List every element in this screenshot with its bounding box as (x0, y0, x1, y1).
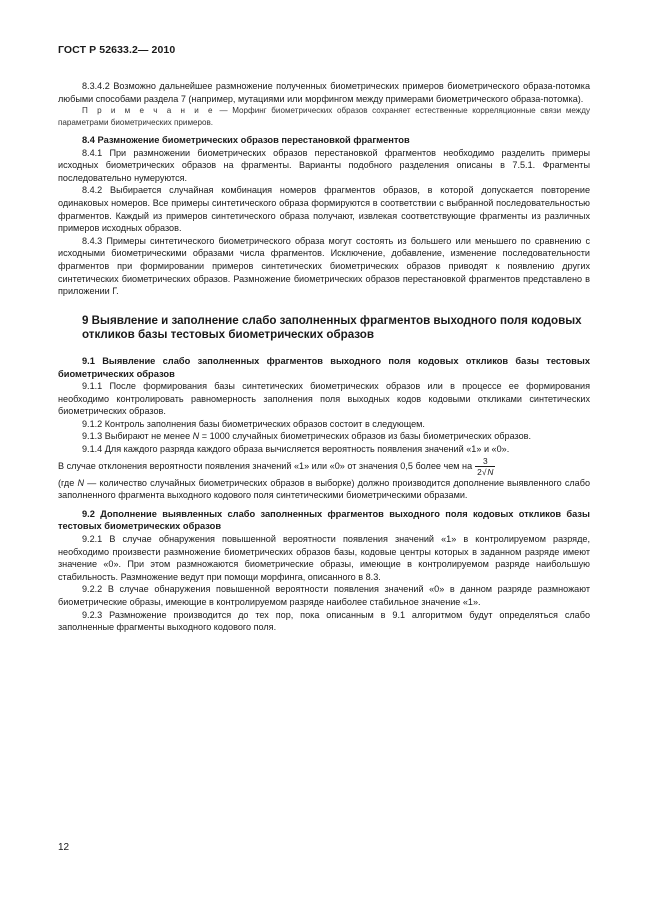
paragraph-9-1-3 (58, 430, 590, 443)
explain-open: (где (58, 477, 78, 488)
paragraph-8-4-2: 8.4.2 Выбирается случайная комбинация номеров фрагментов образов, в которой допускается повторение одинаковых номеров. Все примеры синтетического образа формируются в соответствии с выбранной последовательностью фрагментов. Каждый из примеров синтетического образа получают, извлекая соответствующие фрагменты из различных примеров исходных образов. (58, 185, 590, 234)
note-label: П р и м е ч а н и е (82, 106, 215, 116)
fraction-denominator (475, 467, 495, 477)
explain-rest: — количество случайных биометрических образов в выборке) должно производится дополнение выявленного слабо заполненного фрагмента выходного кодового поля синтетическими биометрическими образами. (58, 477, 590, 501)
standard-header: ГОСТ Р 52633.2— 2010 (58, 44, 176, 56)
paragraph-9-2-3: 9.2.3 Размножение производится до тех пор, пока описанным в 9.1 алгоритмом будут определяться слабо заполненные фрагменты выходного кодового поля. (58, 609, 590, 633)
heading-section-9: 9 Выявление и заполнение слабо заполненных фрагментов выходного поля кодовых откликов базы тестовых биометрических образов (82, 313, 582, 342)
fraction-numerator: 3 (475, 456, 495, 467)
deviation-formula-line (58, 456, 590, 477)
paragraph-explain-n (58, 477, 590, 502)
deviation-text: В случае отклонения вероятности появления значений «1» или «0» от значения 0,5 более чем на (58, 460, 473, 471)
heading-8-4: 8.4 Размножение биометрических образов перестановкой фрагментов (82, 135, 410, 145)
note-text: — Морфинг биометрических образов сохраняет естественные корреляционные связи между параметрами биометрических примеров. (58, 106, 590, 127)
text-9-1-3-before: 9.1.3 Выбирают не менее (82, 431, 193, 442)
fraction-formula (475, 456, 495, 477)
paragraph-8-3-4-2: 8.3.4.2 Возможно дальнейшее размножение полученных биометрических примеров биометрического образа-потомка любыми способами раздела 7 (например, мутациями или морфингом между примерами биометрического образа-потомка). (58, 81, 590, 104)
variable-n-explain: N (77, 477, 85, 488)
paragraph-9-2-1: 9.2.1 В случае обнаружения повышенной вероятности появления значений «1» в контролируемом разряде, необходимо произвести размножение биометрических образов базы, кодовые центры которых в заданном разряде имеют значение «0». При этом размножаются биометрические образы, имеющие в контролируемом разряде наибольшую стабильность. Размножение ведут при помощи морфинга, описанного в 8.3. (58, 534, 590, 582)
paragraph-8-4-1: 8.4.1 При размножении биометрических образов перестановкой фрагментов необходимо разделить примеры исходных биометрических образов на фрагменты. Варианты подобного разделения описаны в 7.5.1. Фрагменты последовательно нумеруются. (58, 147, 590, 183)
denominator-coefficient: 2 (477, 466, 482, 477)
sqrt-symbol: √ (481, 466, 487, 477)
page-content (58, 80, 590, 634)
variable-n: N (192, 431, 200, 442)
paragraph-9-1-4: 9.1.4 Для каждого разряда каждого образа вычисляется вероятность появления значений «1» и «0». (82, 444, 510, 455)
page-number: 12 (58, 842, 70, 853)
paragraph-9-2-2: 9.2.2 В случае обнаружения повышенной вероятности появления значений «0» в данном разряде размножают биометрические образы, имеющие в контролируемом разряде наиболее стабильное значение «1». (58, 584, 590, 607)
paragraph-9-1-1: 9.1.1 После формирования базы синтетических биометрических образов или в процессе ее формирования необходимо контролировать равномерность заполнения поля выходных кодов кодовыми откликами синтетических биометрических образов. (58, 381, 590, 417)
paragraph-8-4-3: 8.4.3 Примеры синтетического биометрического образа могут состоять из большего или меньшего по сравнению с исходными биометрическими образами числа фрагментов. Исключение, добавление, изменение последовательности фрагментов при формировании примеров синтетических биометрических образов приводят к появлению других синтетических биометрических образов. Размножение биометрических образов перестановкой фрагментов представлено в приложении Г. (58, 235, 590, 297)
sqrt-radicand: N (487, 466, 494, 477)
note-paragraph (58, 105, 590, 128)
paragraph-9-1-2: 9.1.2 Контроль заполнения базы биометрических образов состоит в следующем. (82, 418, 425, 429)
heading-9-2: 9.2 Дополнение выявленных слабо заполненных фрагментов выходного поля кодовых откликов базы тестовых биометрических образов (58, 508, 590, 532)
heading-9-1: 9.1 Выявление слабо заполненных фрагментов выходного поля кодовых откликов базы тестовых биометрических образов (58, 355, 590, 379)
text-9-1-3-after: = 1000 случайных биометрических образов из базы биометрических образов. (199, 431, 532, 442)
